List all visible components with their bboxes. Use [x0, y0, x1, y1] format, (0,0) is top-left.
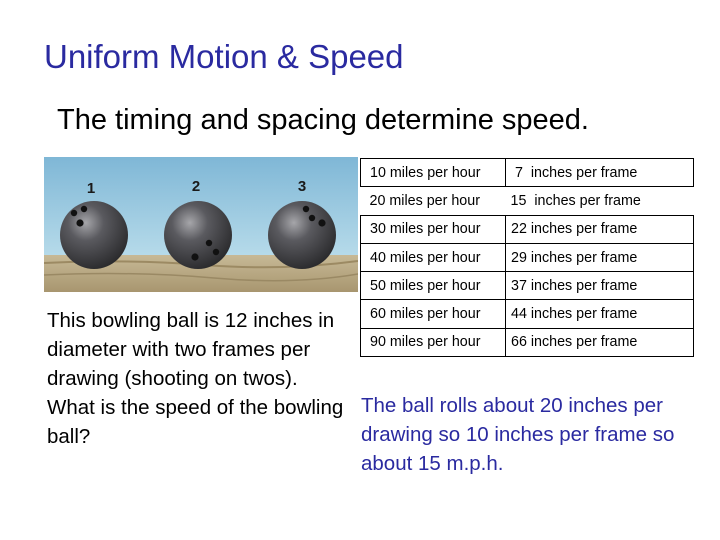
slide-title: Uniform Motion & Speed	[44, 38, 404, 75]
table-row	[361, 187, 694, 215]
ipf-cell: 22 inches per frame	[506, 215, 694, 243]
bowling-ball-3	[268, 201, 336, 269]
ipf-cell: 66 inches per frame	[506, 328, 694, 356]
mph-cell: 30 miles per hour	[361, 215, 506, 243]
mph-cell: 10 miles per hour	[361, 159, 506, 187]
ball-label-1: 1	[86, 180, 96, 197]
table-row	[361, 215, 694, 243]
ball-label-2: 2	[191, 178, 201, 195]
mph-cell: 90 miles per hour	[361, 328, 506, 356]
bowling-ball-illustration	[44, 157, 358, 292]
ipf-cell: 37 inches per frame	[506, 272, 694, 300]
mph-cell: 50 miles per hour	[361, 272, 506, 300]
ball-label-3: 3	[297, 178, 307, 195]
table-row	[361, 328, 694, 356]
answer-text: The ball rolls about 20 inches per drawing so 10 inches per frame so about 15 m.p.h.	[361, 394, 675, 475]
ipf-cell: 29 inches per frame	[506, 243, 694, 271]
mph-cell: 60 miles per hour	[361, 300, 506, 328]
question-caption: This bowling ball is 12 inches in diameter with two frames per drawing (shooting on twos). What is the speed of the bowling ball?	[47, 309, 344, 448]
mph-cell: 20 miles per hour	[369, 192, 480, 209]
bowling-ball-2	[164, 201, 232, 269]
slide-subtitle: The timing and spacing determine speed.	[57, 104, 589, 136]
bowling-ball-1	[60, 201, 128, 269]
ipf-cell: 15 inches per frame	[510, 192, 641, 209]
table-row	[361, 300, 694, 328]
table-row	[361, 272, 694, 300]
table-row	[361, 243, 694, 271]
speed-table	[360, 158, 694, 357]
mph-cell: 40 miles per hour	[361, 243, 506, 271]
ipf-cell: 7 inches per frame	[506, 159, 694, 187]
ipf-cell: 44 inches per frame	[506, 300, 694, 328]
table-row	[361, 159, 694, 187]
bowling-ball-drawing	[44, 157, 358, 292]
